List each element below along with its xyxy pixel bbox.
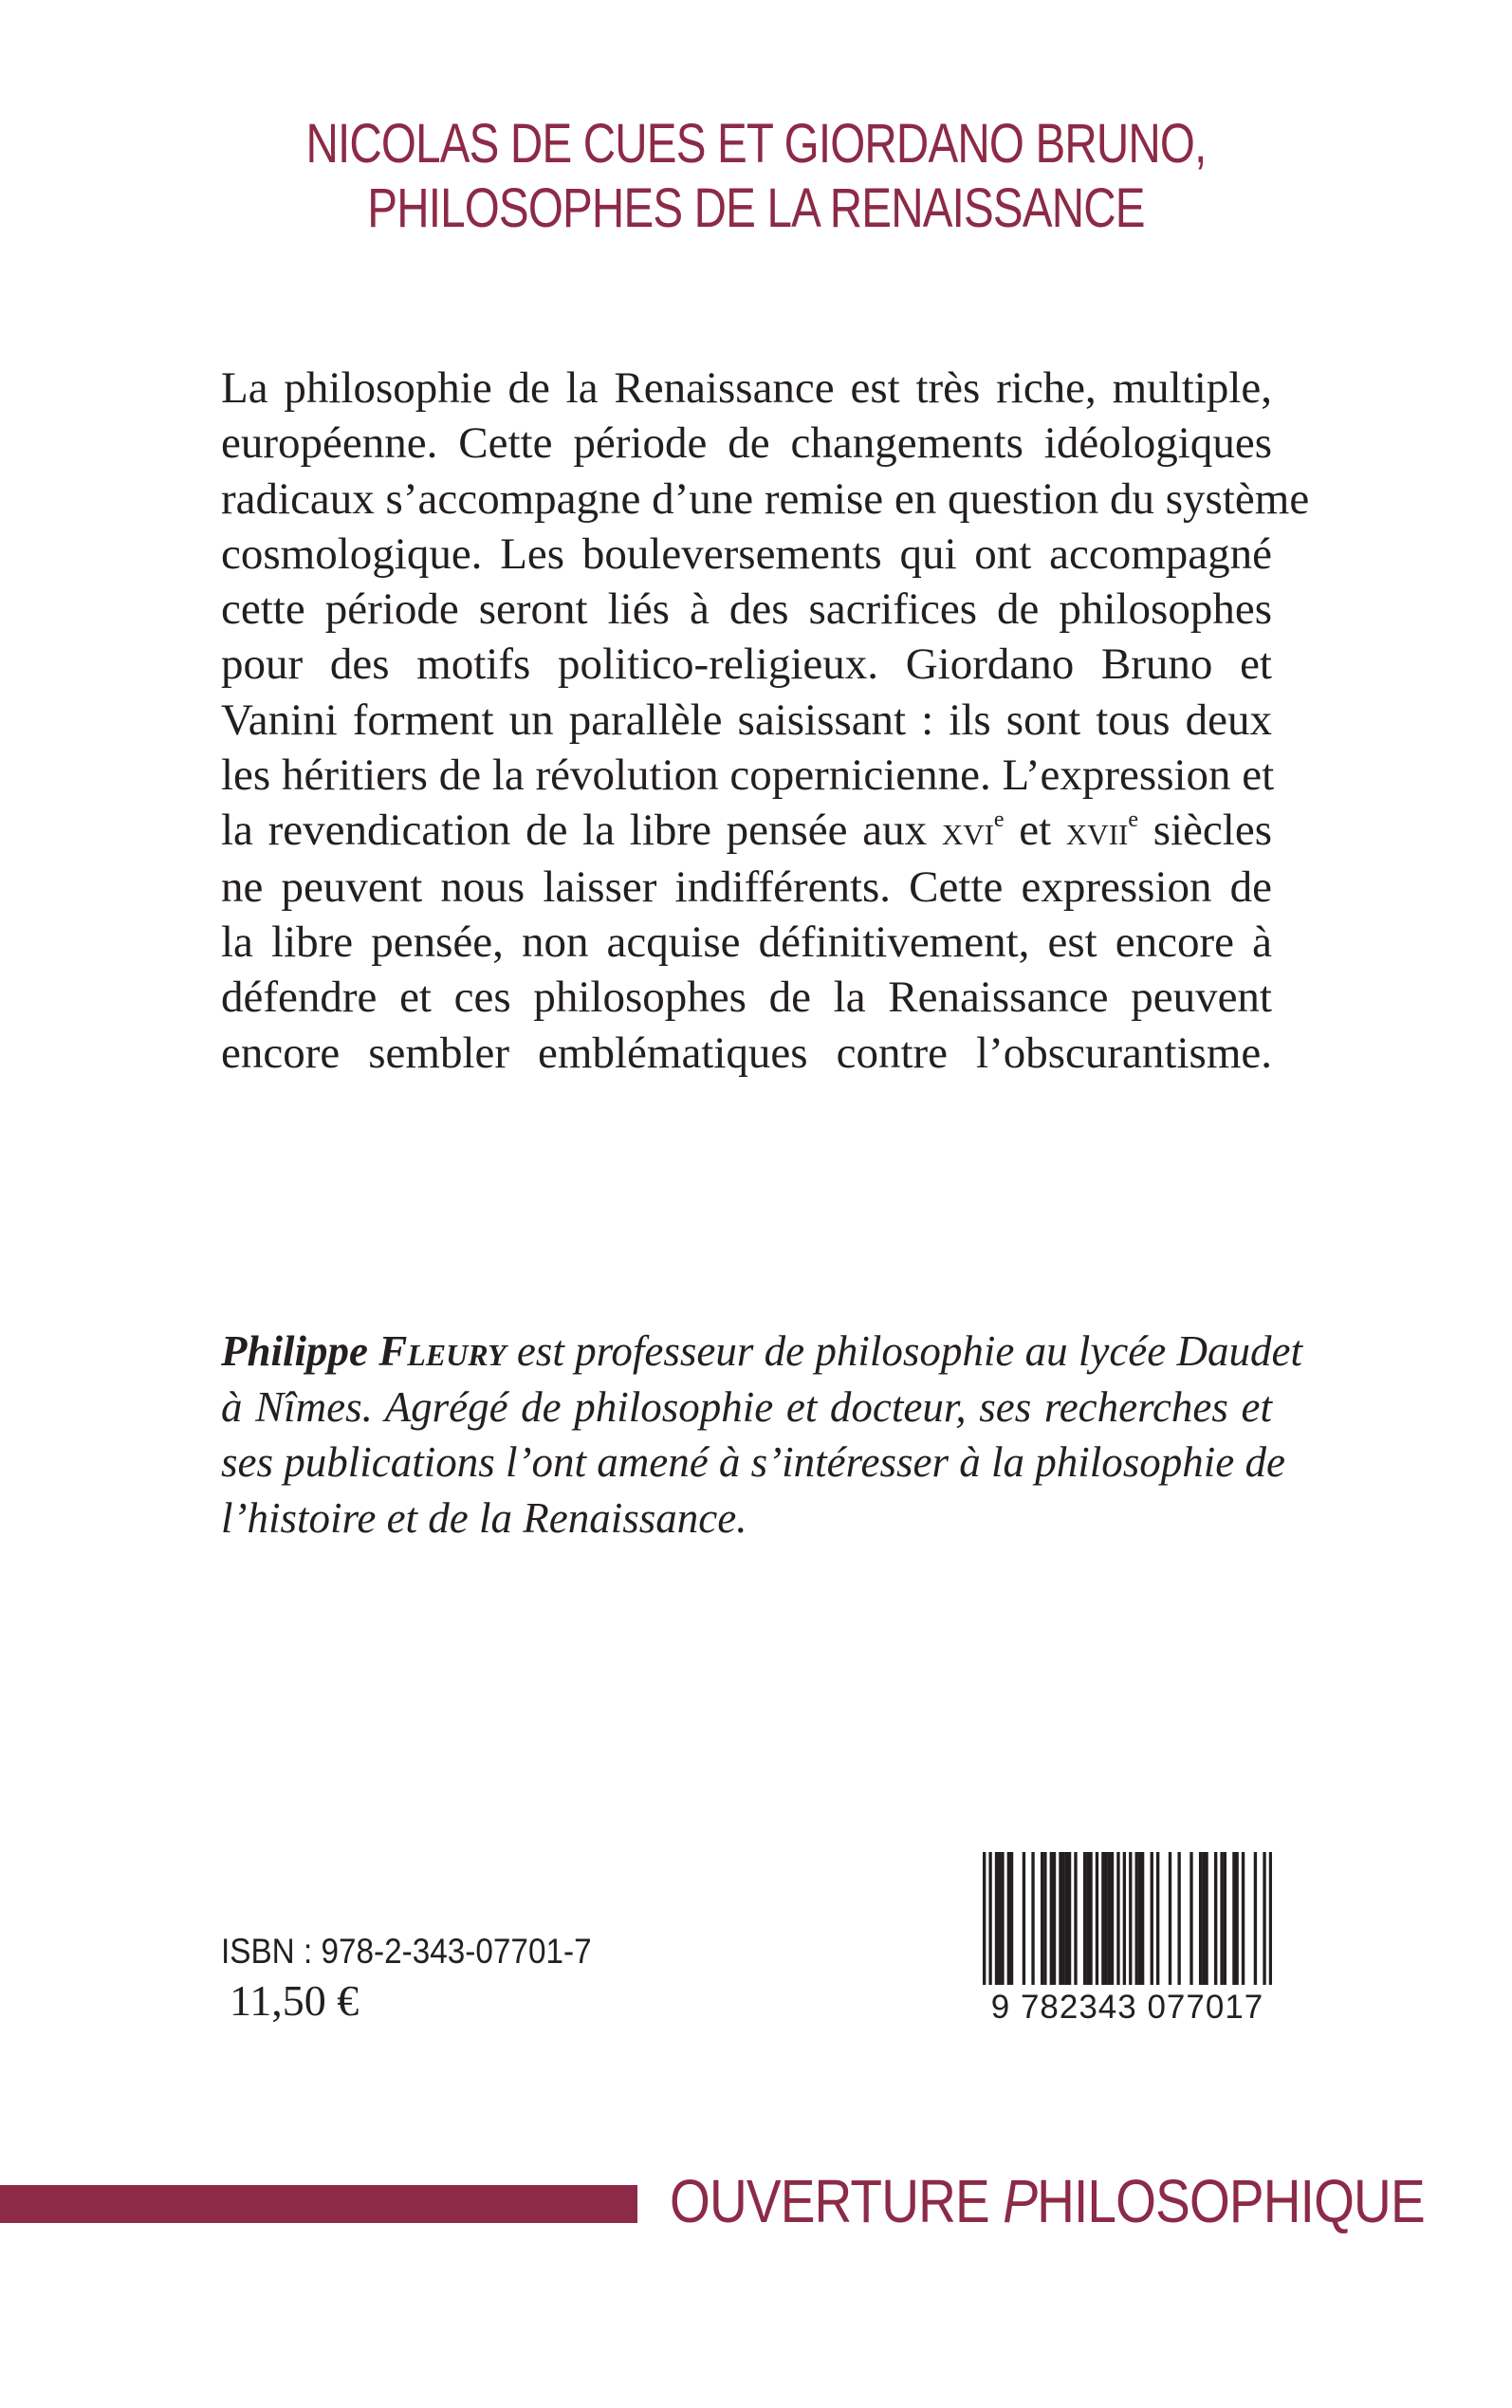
summary-text: la revendication de la libre pensée aux bbox=[221, 806, 942, 856]
barcode-bar bbox=[1083, 1852, 1086, 1994]
summary-line-centuries bbox=[221, 803, 1272, 859]
author-bio bbox=[221, 1324, 1302, 1546]
barcode-bar bbox=[1111, 1852, 1114, 1994]
barcode-bar bbox=[1089, 1852, 1092, 1994]
author-bio-line: à Nîmes. Agrégé de philosophie et docteur, ses recherches et bbox=[221, 1382, 1272, 1431]
barcode-bar bbox=[1151, 1852, 1153, 1994]
barcode-bar bbox=[1086, 1852, 1089, 1994]
barcode-bar bbox=[1199, 1852, 1202, 1994]
century-superscript: e bbox=[993, 807, 1005, 833]
barcode-bar bbox=[1141, 1852, 1144, 1994]
barcode-bar bbox=[1001, 1852, 1004, 1994]
barcode-bar bbox=[1104, 1852, 1107, 1994]
summary-line: européenne. Cette période de changements idéologiques bbox=[221, 418, 1272, 469]
summary-line: cette période seront liés à des sacrifices de philosophes bbox=[221, 584, 1272, 635]
author-bio-line bbox=[221, 1324, 1302, 1380]
series-accent-bar bbox=[0, 2185, 637, 2223]
author-bio-line: l’histoire et de la Renaissance. bbox=[221, 1493, 747, 1542]
author-first-name: Philippe bbox=[221, 1327, 368, 1375]
barcode-bar bbox=[1031, 1852, 1034, 1994]
barcode-bar bbox=[1043, 1852, 1046, 1994]
barcode-bar bbox=[1232, 1852, 1235, 1994]
author-bio-line: ses publications l’ont amené à s’intéresser à la philosophie de bbox=[221, 1438, 1285, 1486]
barcode-bar bbox=[1108, 1852, 1111, 1994]
barcode-bar bbox=[995, 1852, 998, 1994]
summary-line: encore sembler emblématiques contre l’obscurantisme. bbox=[221, 1028, 1272, 1078]
barcode-bar bbox=[1061, 1852, 1064, 1994]
summary-line: radicaux s’accompagne d’une remise en question du système bbox=[221, 473, 1310, 524]
summary-line: pour des motifs politico-religieux. Giordano Bruno et bbox=[221, 639, 1272, 690]
barcode-bar bbox=[1041, 1852, 1043, 1994]
summary-text: et bbox=[1004, 806, 1066, 856]
barcode-bar bbox=[1050, 1852, 1053, 1994]
century-superscript: e bbox=[1128, 807, 1138, 833]
barcode-bar bbox=[1202, 1852, 1205, 1994]
barcode-bar bbox=[1074, 1852, 1077, 1994]
barcode-bar bbox=[998, 1852, 1001, 1994]
series-name-part: HILOSOPHIQUE bbox=[1037, 2167, 1425, 2235]
barcode-bar bbox=[1156, 1852, 1159, 1994]
barcode-bar bbox=[1010, 1852, 1013, 1994]
barcode-bar bbox=[1053, 1852, 1056, 1994]
barcode-bar bbox=[1242, 1852, 1245, 1994]
barcode-bar bbox=[1135, 1852, 1138, 1994]
series-name-part: OUVERTURE bbox=[670, 2167, 1004, 2235]
summary-line: la libre pensée, non acquise définitivement, est encore à bbox=[221, 917, 1272, 967]
barcode-digits: 9 782343 077017 bbox=[983, 1985, 1272, 2028]
barcode-bar bbox=[1138, 1852, 1141, 1994]
summary-line: les héritiers de la révolution copernicienne. L’expression et bbox=[221, 750, 1275, 801]
barcode-bar bbox=[1177, 1852, 1180, 1994]
barcode-bar bbox=[1254, 1852, 1257, 1994]
book-title bbox=[136, 112, 1375, 241]
back-cover-summary bbox=[221, 361, 1310, 1081]
author-bio-text: est professeur de philosophie au lycée Daudet bbox=[506, 1327, 1302, 1375]
price-label: 11,50 € bbox=[230, 1976, 360, 2025]
barcode-bar bbox=[1189, 1852, 1192, 1994]
summary-line: défendre et ces philosophes de la Renaissance peuvent bbox=[221, 972, 1272, 1023]
book-title-line-1: NICOLAS DE CUES ET GIORDANO BRUNO, bbox=[305, 113, 1207, 175]
author-surname: Fleury bbox=[378, 1327, 507, 1375]
barcode-bar bbox=[1059, 1852, 1061, 1994]
barcode-bar bbox=[1220, 1852, 1223, 1994]
summary-line: ne peuvent nous laisser indifférents. Cette expression de bbox=[221, 861, 1272, 912]
century-numeral: xvii bbox=[1065, 807, 1129, 855]
summary-line: Vanini forment un parallèle saisissant : ils sont tous deux bbox=[221, 695, 1272, 745]
series-name-initial: P bbox=[1003, 2167, 1038, 2235]
barcode-bar bbox=[1169, 1852, 1171, 1994]
summary-text: siècles bbox=[1138, 806, 1272, 856]
summary-line: La philosophie de la Renaissance est très riche, multiple, bbox=[221, 363, 1272, 413]
barcode-bar bbox=[1116, 1852, 1119, 1994]
series-name bbox=[670, 2165, 1425, 2237]
book-title-line-2: PHILOSOPHES DE LA RENAISSANCE bbox=[367, 177, 1145, 239]
barcode-bar bbox=[1224, 1852, 1226, 1994]
barcode-bar bbox=[1101, 1852, 1104, 1994]
barcode-bar bbox=[1023, 1852, 1025, 1994]
barcode-bar bbox=[1214, 1852, 1217, 1994]
barcode-bar bbox=[1065, 1852, 1068, 1994]
summary-line: cosmologique. Les bouleversements qui ont accompagné bbox=[221, 528, 1272, 579]
isbn-label: ISBN : 978-2-343-07701-7 bbox=[221, 1932, 592, 1971]
century-numeral: xvi bbox=[941, 807, 994, 855]
barcode-bar bbox=[1205, 1852, 1208, 1994]
barcode-bar bbox=[1068, 1852, 1071, 1994]
barcode-bar bbox=[1096, 1852, 1098, 1994]
barcode-bar bbox=[1007, 1852, 1010, 1994]
barcode-bar bbox=[1235, 1852, 1238, 1994]
